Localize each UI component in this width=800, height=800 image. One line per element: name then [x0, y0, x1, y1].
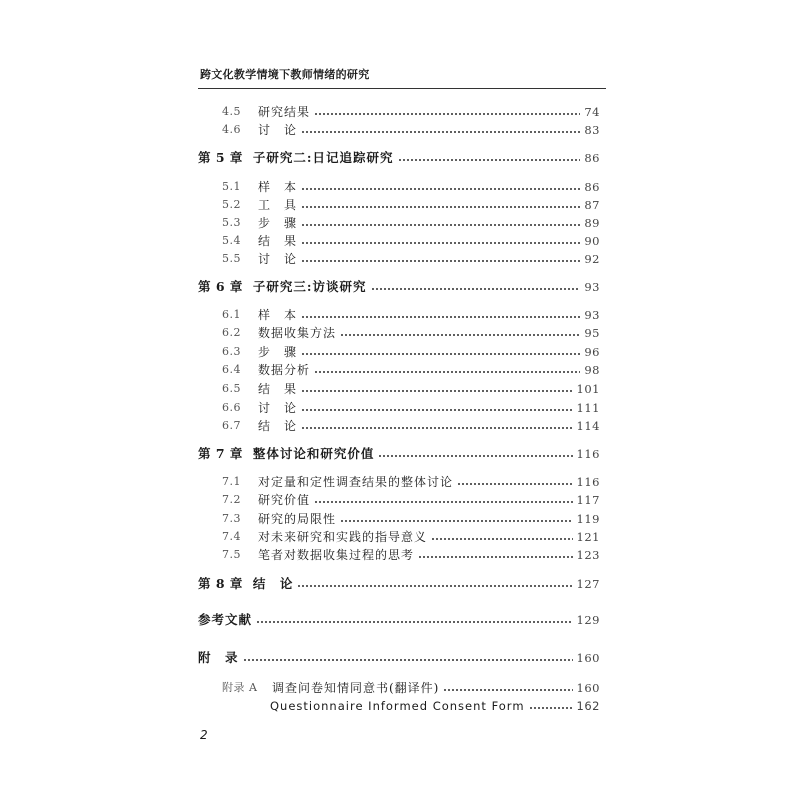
toc-leader-dots [301, 224, 580, 226]
toc-entry-page: 93 [584, 280, 600, 294]
toc-appendix-english-entry[interactable] [270, 697, 600, 715]
toc-entry[interactable] [222, 473, 600, 491]
toc-entry-number: 7.5 [222, 548, 241, 561]
toc-entry[interactable] [222, 399, 600, 417]
toc-entry-page: 160 [576, 681, 600, 695]
toc-entry-title: Questionnaire Informed Consent Form [270, 699, 525, 713]
toc-entry-page: 92 [584, 252, 600, 266]
toc-entry-title: 数据收集方法 [258, 326, 337, 340]
toc-entry-title: 步 骤 [258, 216, 298, 230]
toc-leader-dots [301, 353, 580, 355]
toc-entry-page: 101 [576, 382, 600, 396]
toc-leader-dots [301, 260, 580, 262]
toc-entry-title: 讨 论 [258, 252, 298, 266]
toc-entry[interactable] [222, 196, 600, 214]
toc-entry-number: 6.3 [222, 345, 241, 358]
toc-entry-number: 6.4 [222, 363, 241, 376]
toc-chapter-number: 第 6 章 [198, 279, 243, 294]
toc-entry-number: 6.2 [222, 326, 241, 339]
toc-entry[interactable] [222, 121, 600, 139]
toc-leader-dots [418, 556, 573, 558]
toc-chapter-entry[interactable] [198, 445, 600, 463]
toc-leader-dots [443, 689, 572, 691]
toc-entry-page: 83 [584, 123, 600, 137]
toc-entry-title: 数据分析 [258, 363, 311, 377]
toc-leader-dots [301, 409, 573, 411]
toc-leader-dots [340, 520, 573, 522]
toc-entry-page: 119 [576, 512, 600, 526]
toc-entry-title: 步 骤 [258, 345, 298, 359]
toc-references-title: 参考文献 [198, 612, 253, 627]
toc-entry-page: 86 [584, 151, 600, 165]
toc-chapter-title: 结 论 [252, 576, 294, 591]
toc-entry-title: 样 本 [258, 180, 298, 194]
toc-entry-title: 工 具 [258, 198, 298, 212]
toc-leader-dots [301, 427, 573, 429]
toc-chapter-title: 子研究三:访谈研究 [252, 279, 367, 294]
toc-entry-page: 114 [576, 419, 600, 433]
toc-entry-page: 127 [576, 577, 600, 591]
toc-entry-page: 95 [584, 326, 600, 340]
toc-entry-title: 研究结果 [258, 105, 311, 119]
toc-entry-title: 讨 论 [258, 401, 298, 415]
toc-entry[interactable] [222, 232, 600, 250]
toc-entry[interactable] [222, 306, 600, 324]
toc-entry[interactable] [222, 343, 600, 361]
toc-entry-page: 160 [576, 651, 600, 665]
toc-entry-number: 6.6 [222, 401, 241, 414]
toc-appendix-title: 附 录 [198, 650, 239, 665]
toc-entry-title: 结 论 [258, 419, 298, 433]
toc-leader-dots [378, 455, 572, 457]
toc-entry-title: 对未来研究和实践的指导意义 [258, 530, 428, 544]
toc-leader-dots [297, 585, 572, 587]
toc-entry-title: 样 本 [258, 308, 298, 322]
toc-entry-page: 98 [584, 363, 600, 377]
toc-entry[interactable] [222, 178, 600, 196]
toc-entry[interactable] [222, 417, 600, 435]
toc-entry-page: 116 [576, 447, 600, 461]
toc-leader-dots [301, 131, 580, 133]
toc-appendix-entry[interactable] [198, 649, 600, 667]
toc-leader-dots [301, 206, 580, 208]
toc-entry-title: 研究的局限性 [258, 512, 337, 526]
toc-entry-page: 117 [576, 493, 600, 507]
toc-appendix-label: 附录 A [222, 681, 258, 694]
toc-entry-title: 结 果 [258, 382, 298, 396]
toc-entry[interactable] [222, 380, 600, 398]
toc-entry-number: 6.1 [222, 308, 241, 321]
toc-entry-number: 4.6 [222, 123, 241, 136]
toc-leader-dots [314, 501, 573, 503]
toc-entry-number: 7.4 [222, 530, 241, 543]
toc-entry-number: 5.3 [222, 216, 241, 229]
toc-leader-dots [301, 242, 580, 244]
toc-entry-page: 123 [576, 548, 600, 562]
header-rule [198, 88, 606, 89]
toc-entry-title: 讨 论 [258, 123, 298, 137]
toc-entry-title: 对定量和定性调查结果的整体讨论 [258, 475, 454, 489]
toc-entry-title: 研究价值 [258, 493, 311, 507]
toc-entry-number: 5.5 [222, 252, 241, 265]
toc-leader-dots [398, 159, 581, 161]
toc-entry-number: 5.1 [222, 180, 241, 193]
toc-entry-page: 129 [576, 613, 600, 627]
toc-leader-dots [301, 316, 580, 318]
toc-entry-page: 89 [584, 216, 600, 230]
toc-entry-page: 86 [584, 180, 600, 194]
toc-entry-page: 93 [584, 308, 600, 322]
toc-entry[interactable] [222, 324, 600, 342]
toc-entry[interactable] [222, 214, 600, 232]
toc-entry[interactable] [222, 510, 600, 528]
toc-chapter-title: 整体讨论和研究价值 [252, 446, 375, 461]
toc-entry-number: 4.5 [222, 105, 241, 118]
toc-chapter-entry[interactable] [198, 575, 600, 593]
toc-entry-page: 111 [576, 401, 600, 415]
toc-entry[interactable] [222, 250, 600, 268]
toc-entry[interactable] [222, 528, 600, 546]
toc-leader-dots [314, 371, 580, 373]
toc-leader-dots [243, 659, 573, 661]
toc-entry[interactable] [222, 491, 600, 509]
toc-chapter-entry[interactable] [198, 278, 600, 296]
toc-chapter-title: 子研究二:日记追踪研究 [252, 150, 394, 165]
toc-entry-number: 7.3 [222, 512, 241, 525]
toc-entry-number: 5.4 [222, 234, 241, 247]
toc-entry-page: 116 [576, 475, 600, 489]
toc-entry-page: 74 [584, 105, 600, 119]
toc-entry-page: 90 [584, 234, 600, 248]
toc-entry-number: 5.2 [222, 198, 241, 211]
toc-entry-number: 6.7 [222, 419, 241, 432]
toc-leader-dots [301, 390, 573, 392]
toc-chapter-number: 第 8 章 [198, 576, 243, 591]
toc-entry-number: 6.5 [222, 382, 241, 395]
toc-entry-title: 结 果 [258, 234, 298, 248]
toc-entry-title: 调查问卷知情同意书(翻译件) [272, 681, 440, 695]
toc-entry-page: 162 [576, 699, 600, 713]
toc-leader-dots [256, 621, 573, 623]
toc-leader-dots [301, 188, 580, 190]
toc-chapter-number: 第 5 章 [198, 150, 243, 165]
toc-entry-page: 87 [584, 198, 600, 212]
toc-entry[interactable] [222, 546, 600, 564]
toc-appendix-a-entry[interactable] [222, 679, 600, 697]
toc-leader-dots [340, 334, 580, 336]
page-number: 2 [200, 728, 208, 742]
toc-entry-number: 7.1 [222, 475, 241, 488]
toc-entry-number: 7.2 [222, 493, 241, 506]
toc-leader-dots [314, 113, 580, 115]
toc-entry[interactable] [222, 103, 600, 121]
toc-entry-page: 96 [584, 345, 600, 359]
toc-references-entry[interactable] [198, 611, 600, 629]
toc-leader-dots [431, 538, 573, 540]
toc-leader-dots [457, 483, 573, 485]
toc-chapter-entry[interactable] [198, 149, 600, 167]
toc-entry[interactable] [222, 361, 600, 379]
toc-chapter-number: 第 7 章 [198, 446, 243, 461]
running-head: 跨文化教学情境下教师情绪的研究 [200, 68, 370, 81]
toc-entry-title: 笔者对数据收集过程的思考 [258, 548, 415, 562]
toc-entry-page: 121 [576, 530, 600, 544]
toc-leader-dots [371, 288, 581, 290]
toc-leader-dots [529, 707, 573, 709]
